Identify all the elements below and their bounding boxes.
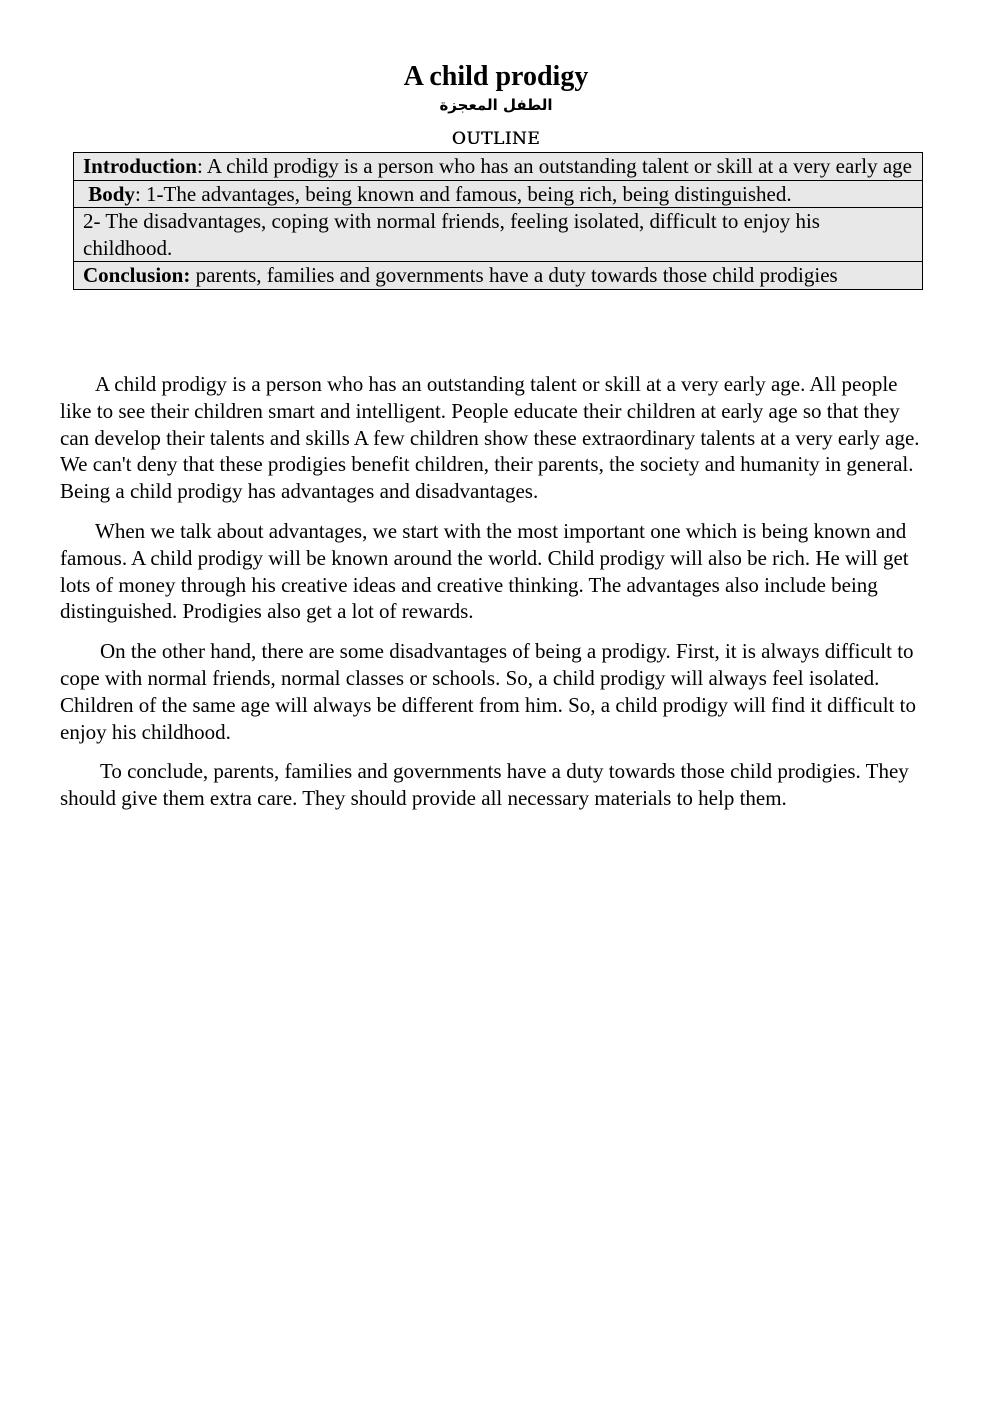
outline-row-body (74, 180, 922, 208)
body-point-2-text: 2- The disadvantages, coping with normal friends, feeling isolated, difficult to enjoy his childhood. (83, 209, 820, 260)
outline-row-conclusion (74, 261, 922, 289)
outline-heading: OUTLINE (451, 129, 541, 149)
essay-paragraph-disadvantages: On the other hand, there are some disadvantages of being a prodigy. First, it is always difficult to cope with normal friends, normal classes or schools. So, a child prodigy will always feel isolated. Children of the same age will always be different from him. So, a child prodigy will find it difficult to enjoy his childhood. (60, 639, 916, 744)
essay-paragraph-conclusion: To conclude, parents, families and governments have a duty towards those child prodigies. They should give them extra care. They should provide all necessary materials to help them. (60, 759, 909, 811)
essay-paragraph-introduction: A child prodigy is a person who has an outstanding talent or skill at a very early age. All people like to see their children smart and intelligent. People educate their children at early age so that they can develop their talents and skills A few children show these extraordinary talents at a very early age. We can't deny that these prodigies benefit children, their parents, the society and humanity in general. Being a child prodigy has advantages and disadvantages. (60, 372, 920, 504)
outline-row-introduction (74, 153, 922, 180)
arabic-subtitle: الطفل المعجزة (439, 96, 553, 114)
outline-row-body-point-2 (74, 207, 922, 261)
page-title: A child prodigy (403, 61, 589, 92)
essay-body (60, 371, 932, 825)
essay-paragraph-advantages: When we talk about advantages, we start with the most important one which is being known and famous. A child prodigy will be known around the world. Child prodigy will also be rich. He will get lots of money through his creative ideas and creative thinking. The advantages also include being distinguished. Prodigies also get a lot of rewards. (60, 518, 909, 624)
introduction-text: : A child prodigy is a person who has an outstanding talent or skill at a very early age (196, 154, 912, 178)
body-label: Body (88, 181, 135, 206)
body-text: : 1-The advantages, being known and famous, being rich, being distinguished. (134, 181, 792, 206)
conclusion-text: parents, families and governments have a duty towards those child prodigies (190, 263, 838, 287)
conclusion-label: Conclusion: (83, 263, 191, 287)
introduction-label: Introduction (83, 154, 197, 178)
outline-table (73, 152, 923, 290)
